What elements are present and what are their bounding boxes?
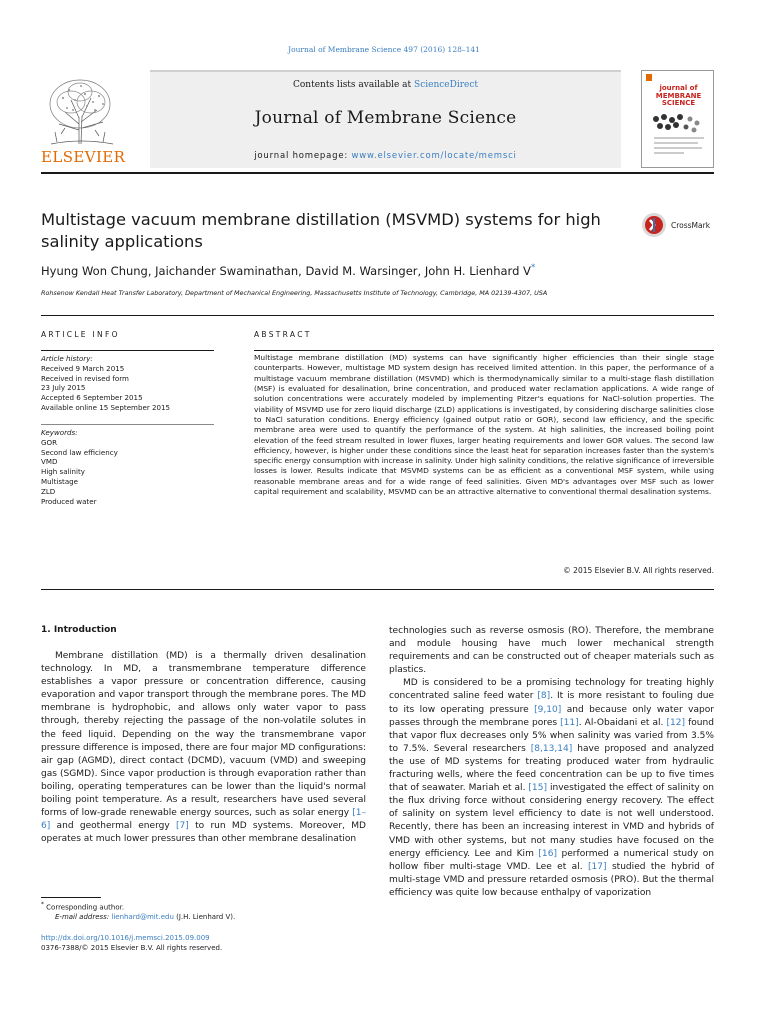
paragraph-text: studied the hybrid of multi-stage VMD and pressure retarded osmosis (PRO). But the thermal efficiency was quite low because enthalpy of vaporization xyxy=(389,861,714,898)
reference-link[interactable]: [12] xyxy=(666,717,686,728)
paragraph-text: have proposed and analyzed the use of MD systems for treating produced water from hydraulic fracturing wells, where the feed concentration can be up to five times that of seawater. Mariah et al. xyxy=(389,743,714,794)
crossmark-icon xyxy=(641,212,667,238)
paragraph-text: found that vapor flux decreases only 5% when salinity was varied from 3.5% to 7.5%. Several researchers xyxy=(389,717,714,754)
reference-link[interactable]: [16] xyxy=(538,848,557,859)
reference-link[interactable]: [15] xyxy=(528,783,547,794)
footnote-text: Corresponding author. xyxy=(43,903,125,912)
article-title: Multistage vacuum membrane distillation (MSVMD) systems for high salinity applications xyxy=(41,210,601,251)
footnote-star: * xyxy=(41,902,44,908)
contents-prefix: Contents lists available at xyxy=(293,80,415,90)
crossmark-label: CrossMark xyxy=(671,221,711,230)
paragraph-text: and geothermal energy xyxy=(50,821,177,832)
abstract-heading: ABSTRACT xyxy=(254,330,312,339)
email-label: E-mail address: xyxy=(55,913,112,922)
abstract-heading-rule xyxy=(254,350,714,351)
affiliation: Rohsenow Kendall Heat Transfer Laboratory, Department of Mechanical Engineering, Massachusetts Institute of Technology, Cambridge, MA 02139-4307, USA xyxy=(41,289,548,297)
author-names: Hyung Won Chung, Jaichander Swaminathan, David M. Warsinger, John H. Lienhard V xyxy=(41,263,531,278)
keyword: High salinity xyxy=(41,467,85,477)
doi-block xyxy=(41,933,222,953)
reference-link[interactable]: [7] xyxy=(176,821,189,832)
contents-line xyxy=(150,80,621,90)
footnote-rule xyxy=(41,897,101,898)
author-list xyxy=(41,263,535,278)
corresponding-author-footnote xyxy=(41,900,235,922)
paragraph-text: performed a numerical study on hollow fiber multi-stage VMD. Lee et al. xyxy=(389,848,714,872)
info-heading-rule xyxy=(41,350,214,351)
paragraph-text: investigated the effect of salinity on the flux driving force without considering energy recovery. The effect of salinity on system level efficiency to date is not well understood. Recently, there has been an increasing interest in VMD and hybrids of VMD with other systems, but not many studies have focused on the energy efficiency. Lee and Kim xyxy=(389,783,714,859)
keyword: GOR xyxy=(41,437,58,447)
reference-link[interactable]: [8] xyxy=(537,691,551,702)
cover-logo-icon xyxy=(642,71,715,83)
keyword: ZLD xyxy=(41,486,56,496)
header-divider xyxy=(41,172,714,174)
history-item: Accepted 6 September 2015 xyxy=(41,393,143,403)
paragraph-text: Membrane distillation (MD) is a thermally driven desalination technology. In MD, a transmembrane temperature difference establishes a vapor pressure or concentration difference, causing evaporation and vapor transport through the membrane pores. The MD membrane is hydrophobic, and allows only water vapor to pass through, thereby rejecting the passage of the non-volatile solutes in the feed liquid. Depending on the way the transmembrane vapor pressure difference is imposed, there are four major MD configurations: air gap (AGMD), direct contact (DCMD), vacuum (VMD) and sweeping gas (SGMD). Since vapor production is through evaporation rather than boiling, operating temperatures can be lower than the liquid's normal boiling point temperature. As a result, researchers have used several forms of low-grade renewable energy sources, such as solar energy xyxy=(41,651,366,819)
cover-title: journal of MEMBRANE SCIENCE xyxy=(655,84,702,107)
history-item: Received in revised form xyxy=(41,373,129,383)
keyword: VMD xyxy=(41,457,58,467)
paragraph-text: MD is considered to be a promising technology for treating highly concentrated saline feed water xyxy=(389,678,714,702)
keyword: Produced water xyxy=(41,496,97,506)
intro-paragraph xyxy=(41,650,366,846)
intro-paragraph: technologies such as reverse osmosis (RO). Therefore, the membrane and module housing have much lower mechanical strength requirements and can be constructed out of cheaper materials such as plastics. xyxy=(389,626,714,676)
elsevier-wordmark: ELSEVIER xyxy=(41,148,126,166)
email-suffix: (J.H. Lienhard V). xyxy=(173,913,236,922)
abstract-bottom-divider xyxy=(41,589,714,590)
keyword: Multistage xyxy=(41,476,79,486)
intro-paragraph xyxy=(389,677,714,900)
journal-homepage xyxy=(150,151,621,161)
article-history xyxy=(41,354,214,413)
sciencedirect-link[interactable]: ScienceDirect xyxy=(414,80,478,90)
section-heading-introduction: 1. Introduction xyxy=(41,625,117,635)
homepage-prefix: journal homepage: xyxy=(254,151,352,161)
paragraph-text: and because only water vapor passes through the membrane pores xyxy=(389,704,714,728)
reference-link[interactable]: [9,10] xyxy=(534,704,562,715)
keywords-label: Keywords: xyxy=(41,428,78,437)
keywords-list xyxy=(41,428,214,506)
journal-cover-thumbnail[interactable] xyxy=(641,70,714,168)
reference-link[interactable]: [11] xyxy=(560,717,579,728)
keywords-divider xyxy=(41,424,214,425)
paragraph-text: . It is more resistant to fouling due to its low operating pressure xyxy=(389,691,714,715)
abstract-copyright: © 2015 Elsevier B.V. All rights reserved. xyxy=(563,566,714,575)
history-label: Article history: xyxy=(41,354,93,363)
paragraph-text: to run MD systems. Moreover, MD operates at much lower pressures than other membrane desalination xyxy=(41,821,366,845)
article-info-heading: ARTICLE INFO xyxy=(41,330,120,339)
reference-link[interactable]: [8,13,14] xyxy=(530,743,573,754)
body-column-left xyxy=(41,650,366,846)
body-column-right xyxy=(389,625,714,900)
corresponding-author-mark[interactable]: * xyxy=(530,263,536,273)
email-link[interactable]: lienhard@mit.edu xyxy=(111,913,174,922)
reference-link[interactable]: [1–6] xyxy=(41,808,366,832)
abstract-text: Multistage membrane distillation (MD) systems can have significantly higher efficiencies than their single stage counterparts. However, multistage MD system design has received limited attention. In this paper, the performance of a multistage vacuum membrane distillation (MSVMD) which is thermodynamically similar to a multi-stage flash distillation (MSF) is evaluated for desalination, brine concentration, and produced water reclamation applications. A wide range of solution concentrations were accurately modeled by implementing Pitzer's equations for NaCl-solution properties. The viability of MSVMD use for zero liquid discharge (ZLD) applications is investigated, by considering discharge salinities close to NaCl saturation conditions. Energy efficiency (gained output ratio or GOR), second law efficiency, and the specific membrane area were used to quantify the performance of the system. At high salinities, the increased boiling point elevation of the feed stream resulted in lower fluxes, larger heating requirements and lower GOR values. The second law efficiency, however, is higher under these conditions since the least heat for separation increases faster than the system's specific energy consumption with increase in salinity. Under high salinity conditions, the relative significance of irreversible losses is lower. Results indicate that MSVMD systems can be as efficient as a conventional MSF system, while using reasonable membrane areas and for a wide range of feed salinities. Given MD's advantages over MSF such as lower capital requirement and scalability, MSVMD can be an attractive alternative to conventional thermal desalination systems. xyxy=(254,353,714,497)
journal-citation[interactable]: Journal of Membrane Science 497 (2016) 128–141 xyxy=(288,45,480,54)
doi-link[interactable]: http://dx.doi.org/10.1016/j.memsci.2015.09.009 xyxy=(41,934,210,942)
info-top-divider xyxy=(41,315,714,316)
paragraph-text: . Al-Obaidani et al. xyxy=(578,717,667,728)
history-item: Available online 15 September 2015 xyxy=(41,402,171,412)
crossmark-button[interactable] xyxy=(641,212,716,240)
history-item: 23 July 2015 xyxy=(41,383,86,393)
history-item: Received 9 March 2015 xyxy=(41,363,125,373)
keyword: Second law efficiency xyxy=(41,447,118,457)
homepage-link[interactable]: www.elsevier.com/locate/memsci xyxy=(351,151,517,161)
journal-title: Journal of Membrane Science xyxy=(254,108,517,128)
cover-artwork-icon xyxy=(650,111,708,161)
reference-link[interactable]: [17] xyxy=(587,861,607,872)
issn-line: 0376-7388/© 2015 Elsevier B.V. All rights reserved. xyxy=(41,944,223,952)
